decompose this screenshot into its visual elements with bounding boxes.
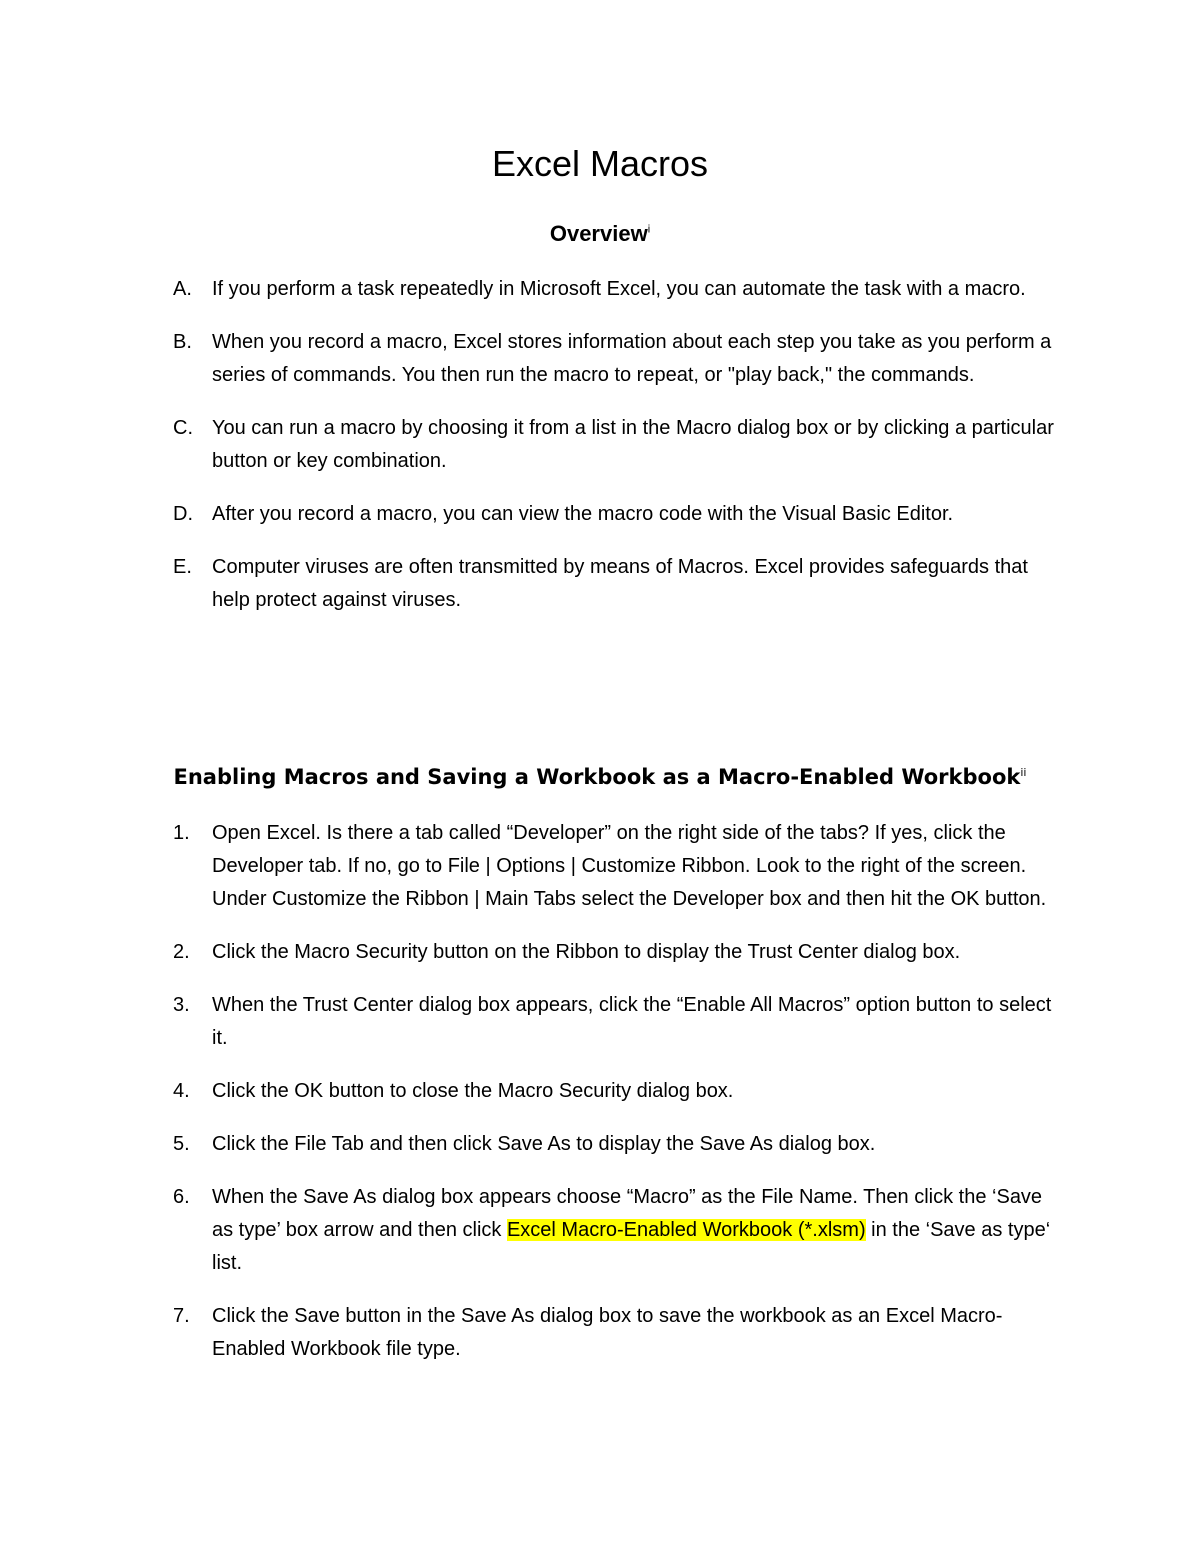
step-text: Click the File Tab and then click Save As to display the Save As dialog box. [212, 1133, 876, 1155]
list-item [0, 326, 1200, 392]
list-item [0, 551, 1200, 617]
list-item-text: You can run a macro by choosing it from a list in the Macro dialog box or by clicking a particular button or key combination. [212, 417, 1054, 472]
step-item [0, 1181, 1200, 1280]
step-item [0, 1300, 1200, 1366]
overview-heading [0, 218, 1200, 250]
list-marker: A. [173, 278, 192, 300]
step-text: Open Excel. Is there a tab called “Developer” on the right side of the tabs? If yes, click the Developer tab. If no, go to File | Options | Customize Ribbon. Look to the right of the screen. Under Customize the Ribbon | Main Tabs select the Developer box and then hit the OK button. [212, 822, 1047, 910]
step-text: Click the Save button in the Save As dialog box to save the workbook as an Excel Macro-Enabled Workbook file type. [212, 1305, 1003, 1360]
step-item [0, 1075, 1200, 1108]
step-text-before: When the Save As dialog box appears choose “Macro” as the File Name. Then click the ‘Save as type’ box arrow and then click [212, 1186, 1043, 1241]
list-item [0, 412, 1200, 478]
list-marker: C. [173, 417, 193, 439]
list-item-text: After you record a macro, you can view the macro code with the Visual Basic Editor. [212, 503, 954, 525]
step-text: When the Trust Center dialog box appears, click the “Enable All Macros” option button to select it. [212, 994, 1052, 1049]
step-item [0, 1128, 1200, 1161]
step-text-after: in the ‘Save as type‘ list. [212, 1219, 1051, 1274]
overview-footnote-marker: i [647, 223, 651, 236]
step-item [0, 989, 1200, 1055]
enabling-heading-text: Enabling Macros and Saving a Workbook as a Macro-Enabled Workbook [173, 765, 1021, 789]
enabling-steps-list [0, 817, 1200, 1386]
overview-heading-text: Overview [549, 221, 648, 246]
list-marker: B. [173, 331, 192, 353]
enabling-heading [0, 760, 1200, 794]
step-number: 1. [173, 822, 190, 844]
step-number: 4. [173, 1080, 190, 1102]
step-number: 6. [173, 1186, 190, 1208]
step-text: Click the OK button to close the Macro Security dialog box. [212, 1080, 734, 1102]
enabling-footnote-marker: ii [1020, 766, 1027, 779]
list-item-text: Computer viruses are often transmitted by means of Macros. Excel provides safeguards that help protect against viruses. [212, 556, 1028, 611]
step-text [212, 1181, 1062, 1280]
step-item [0, 817, 1200, 916]
step-number: 2. [173, 941, 190, 963]
list-item-text: When you record a macro, Excel stores information about each step you take as you perform a series of commands. You then run the macro to repeat, or "play back," the commands. [212, 331, 1052, 386]
step-number: 7. [173, 1305, 190, 1327]
document-title: Excel Macros [491, 143, 709, 184]
list-marker: E. [173, 556, 192, 578]
step-number: 5. [173, 1133, 190, 1155]
list-item [0, 273, 1200, 306]
step-item [0, 936, 1200, 969]
step-text: Click the Macro Security button on the Ribbon to display the Trust Center dialog box. [212, 941, 961, 963]
list-item-text: If you perform a task repeatedly in Microsoft Excel, you can automate the task with a macro. [212, 278, 1026, 300]
overview-list [0, 273, 1200, 637]
step-number: 3. [173, 994, 190, 1016]
highlighted-file-type: Excel Macro-Enabled Workbook (*.xlsm) [506, 1219, 866, 1241]
list-item [0, 498, 1200, 531]
list-marker: D. [173, 503, 193, 525]
